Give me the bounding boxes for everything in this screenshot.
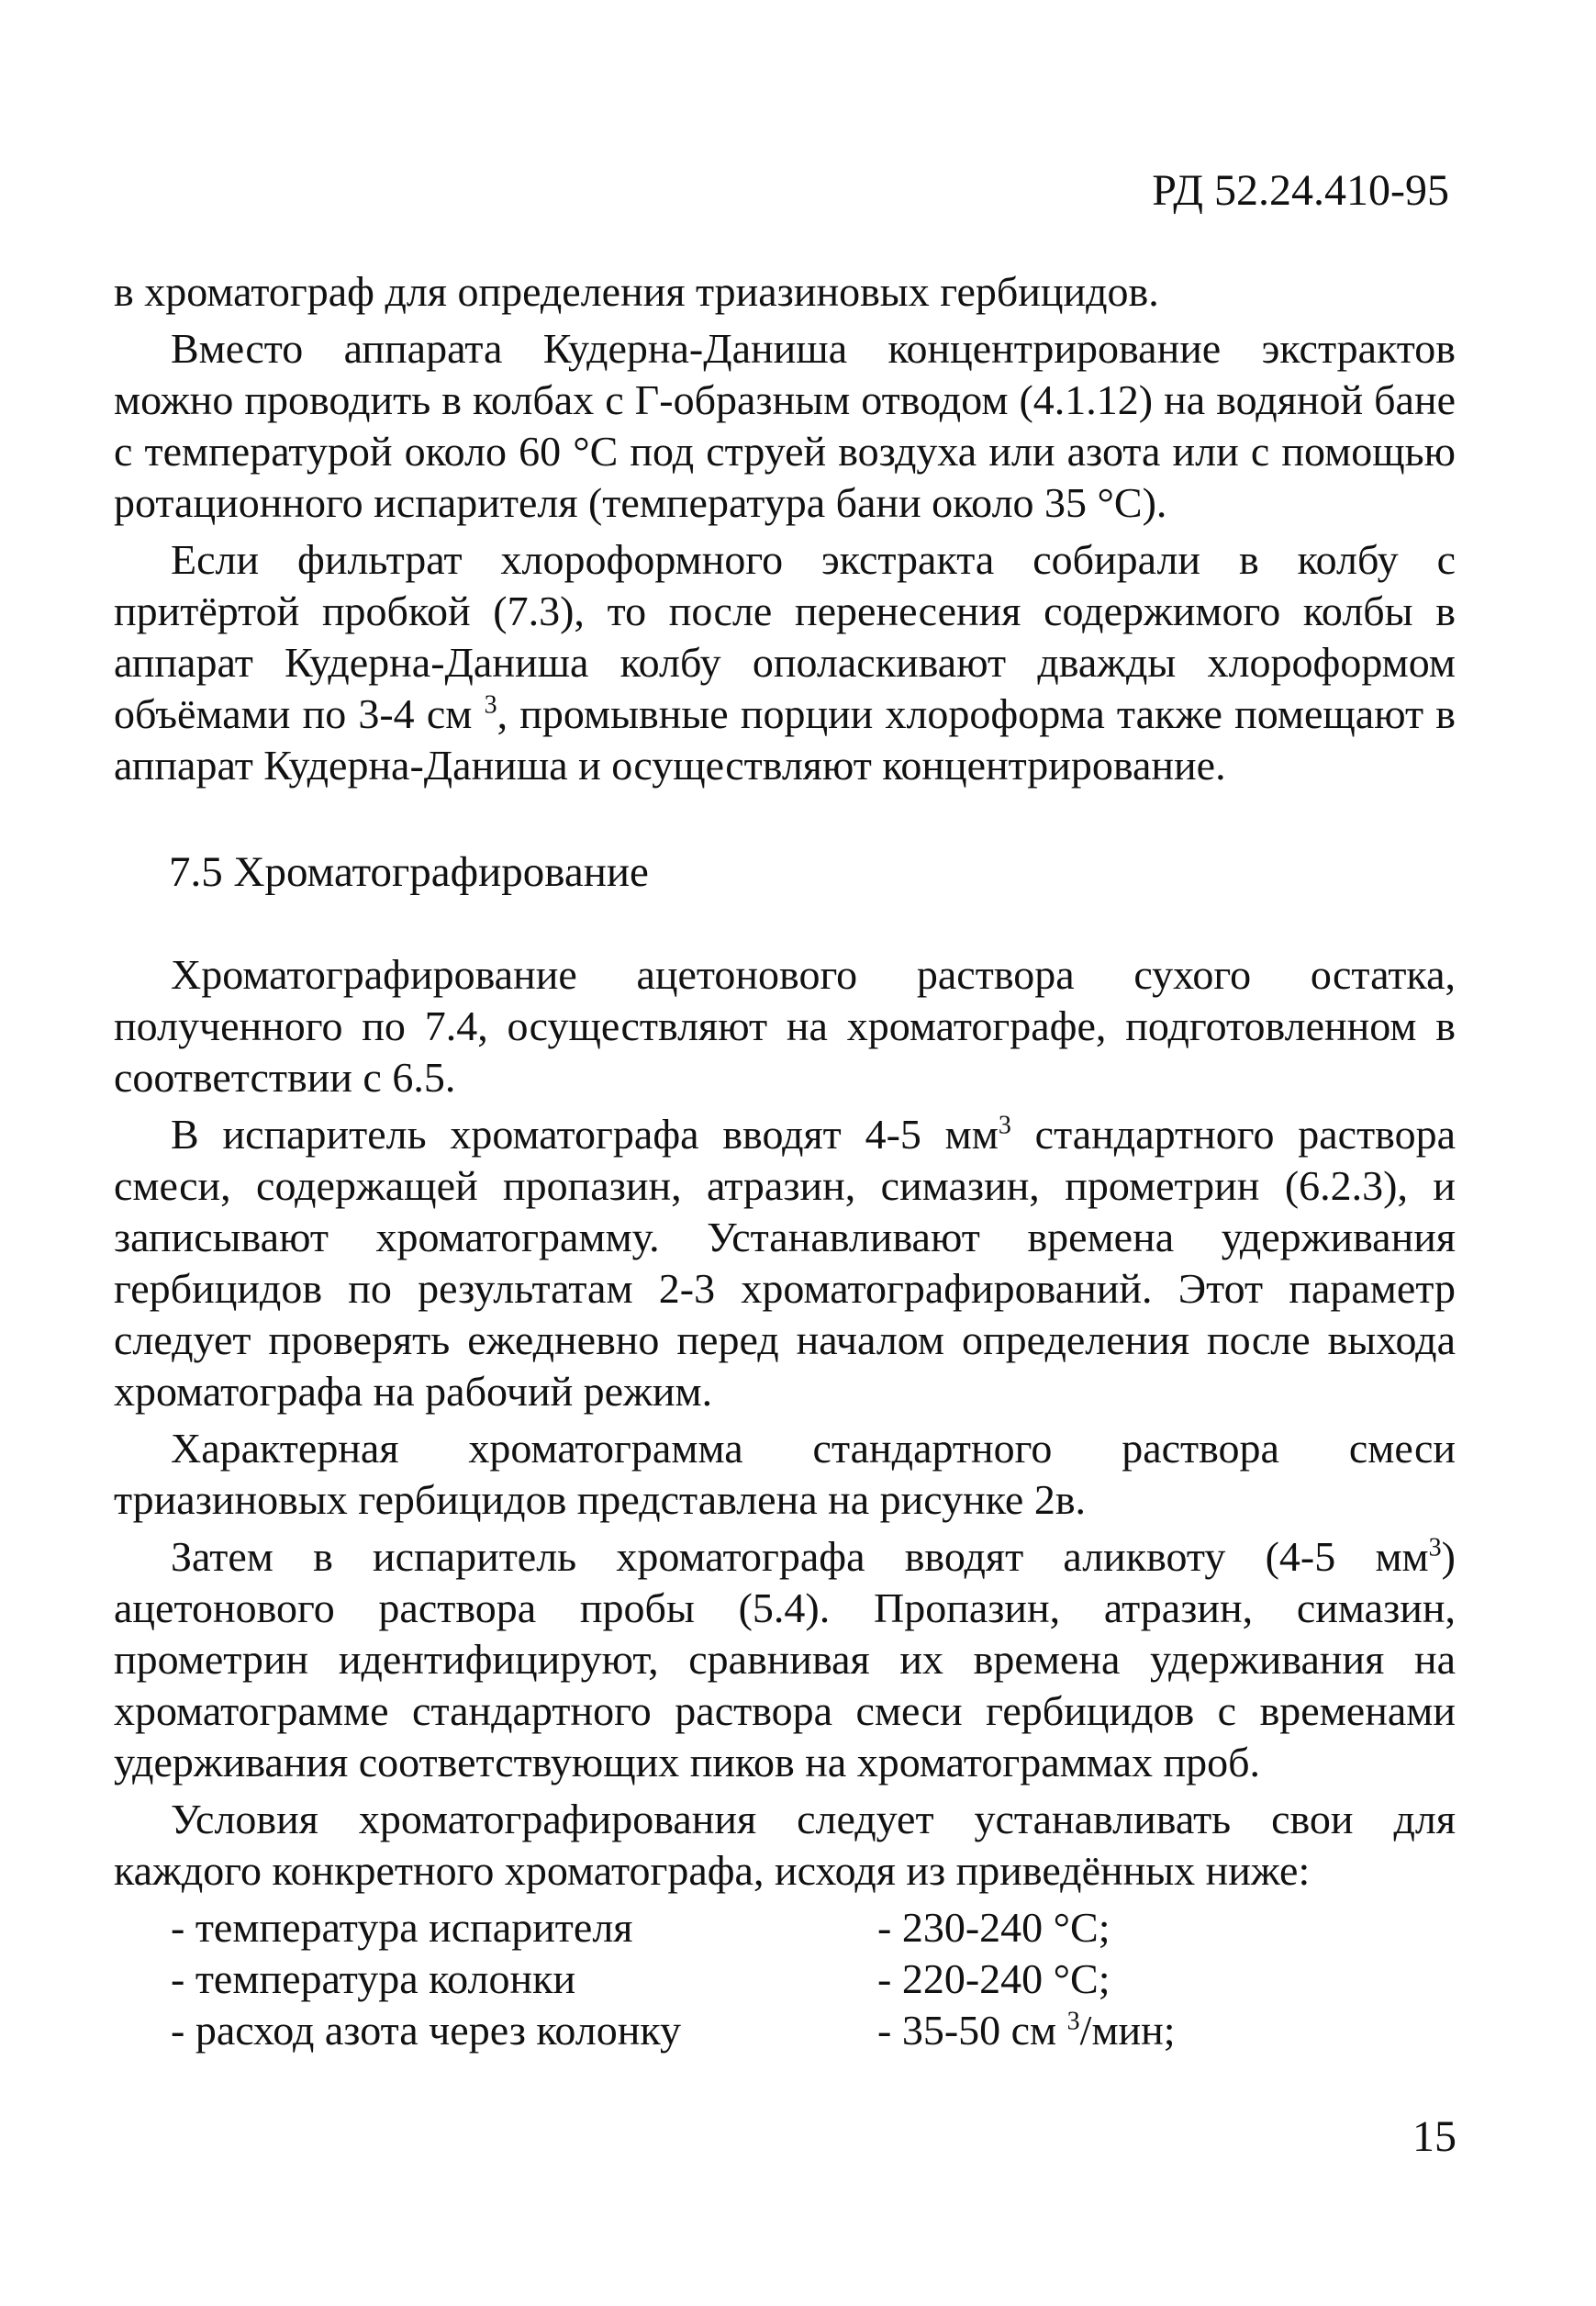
paragraph: Вместо аппарата Кудерна-Даниша концентрирование экстрактов можно проводить в колбах с Г-образным отводом (4.1.12) на водяной бане с температурой около 60 °С под струей воздуха или азота или с помощью ротационного испарителя (температура бани около 35 °С). [114, 325, 1456, 526]
document-body [114, 266, 1456, 2056]
section-heading: 7.5 Хроматографирование [169, 848, 649, 896]
paragraph [114, 534, 1456, 791]
paragraph [114, 1531, 1456, 1788]
condition-value: - 230-240 °С; [877, 1904, 1111, 1951]
superscript: 3 [998, 1111, 1011, 1140]
paragraph-text: Затем в испаритель хроматографа вводят аликвоту (4-5 мм [171, 1533, 1429, 1580]
condition-name: - расход азота через колонку [171, 2007, 682, 2054]
paragraph-text: стандартного раствора смеси, содержащей пропазин, атразин, симазин, прометрин (6.2.3), и записывают хроматограмму. Устанавливают времена удерживания гербицидов по результатам 2-3 хроматографирований. Этот параметр следует проверять ежедневно перед началом определения после выхода хроматографа на рабочий режим. [114, 1111, 1456, 1415]
condition-value: - 35-50 см $^3$/мин; [877, 2007, 1176, 2054]
paragraph: Характерная хроматограмма стандартного раствора смеси триазиновых гербицидов представлена на рисунке 2в. [114, 1425, 1456, 1523]
paragraph-text: , промывные порции хлороформа также помещают в аппарат Кудерна-Даниша и осуществляют концентрирование. [114, 690, 1456, 789]
condition-name: - температура испарителя [171, 1904, 633, 1951]
condition-row [114, 2005, 1456, 2056]
paragraph [114, 1109, 1456, 1417]
condition-value: - 220-240 °С; [877, 1955, 1111, 2002]
superscript: 3 [1428, 1533, 1442, 1562]
condition-row [114, 1953, 1456, 2005]
page-number: 15 [1412, 2112, 1456, 2161]
condition-name: - температура колонки [171, 1955, 576, 2002]
document-code: РД 52.24.410-95 [1152, 166, 1449, 215]
condition-row [114, 1902, 1456, 1953]
paragraph: в хроматограф для определения триазиновых гербицидов. [114, 268, 1159, 315]
conditions-list [114, 1902, 1456, 2056]
paragraph-text: В испаритель хроматографа вводят 4-5 мм [171, 1111, 999, 1158]
paragraph: Хроматографирование ацетонового раствора сухого остатка, полученного по 7.4, осуществляют на хроматографе, подготовленном в соответствии с 6.5. [114, 951, 1456, 1101]
paragraph-text: ) ацетонового раствора пробы (5.4). Пропазин, атразин, симазин, прометрин идентифицируют, сравнивая их времена удерживания на хроматограмме стандартного раствора смеси гербицидов с временами удерживания соответствующих пиков на хроматограммах проб. [114, 1533, 1456, 1785]
paragraph: Условия хроматографирования следует устанавливать свои для каждого конкретного хроматографа, исходя из приведённых ниже: [114, 1796, 1456, 1894]
paragraph-text: Если фильтрат хлороформного экстракта собирали в колбу с притёртой пробкой (7.3), то после перенесения содержимого колбы в аппарат Кудерна-Даниша колбу ополаскивают дважды хлороформом объёмами по 3-4 см [114, 536, 1456, 737]
superscript: 3 [484, 690, 497, 720]
